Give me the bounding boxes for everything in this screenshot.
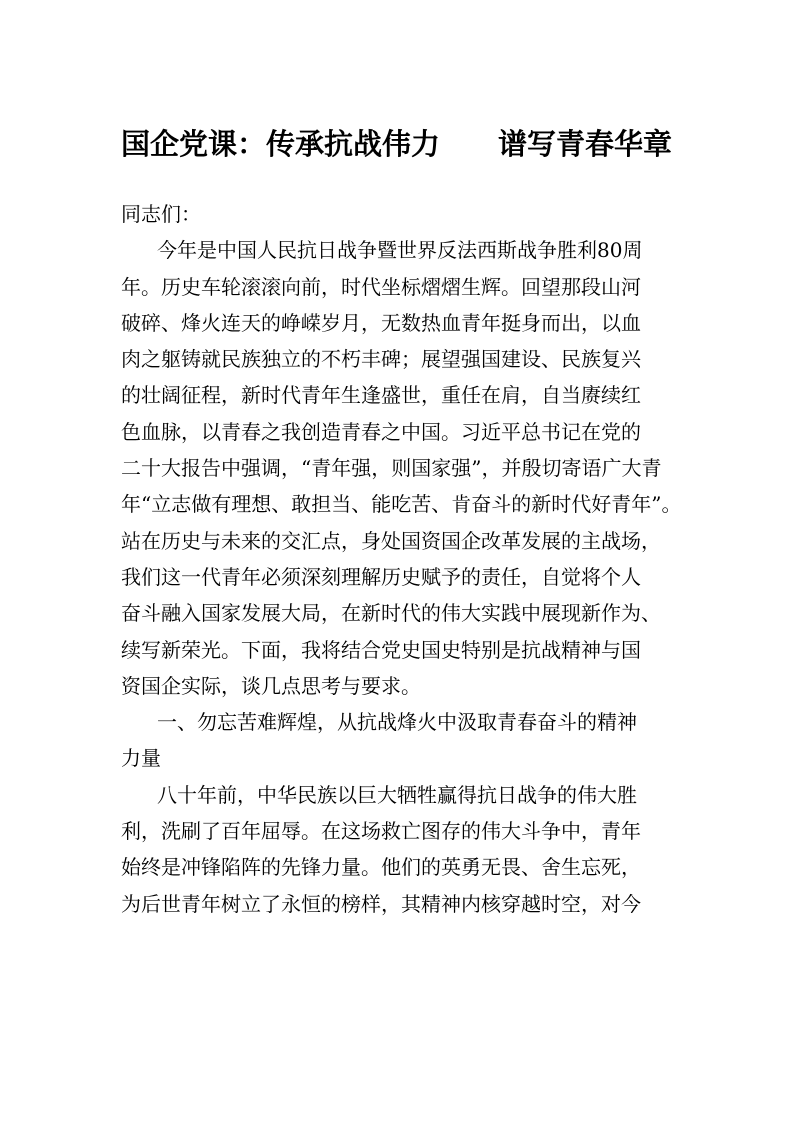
text-line: 年“立志做有理想、敢担当、能吃苦、肯奋斗的新时代好青年”。 [121, 492, 682, 517]
document-body [121, 196, 681, 922]
text-line: 二十大报告中强调，“青年强，则国家强”，并殷切寄语广大青 [121, 456, 662, 481]
salutation [121, 196, 681, 232]
text-line: 续写新荣光。下面，我将结合党史国史特别是抗战精神与国 [121, 637, 641, 662]
text-line: 我们这一代青年必须深刻理解历史赋予的责任，自觉将个人 [121, 564, 641, 589]
text-line: 为后世青年树立了永恒的榜样，其精神内核穿越时空，对今 [121, 891, 641, 916]
text-line: 八十年前，中华民族以巨大牺牲赢得抗日战争的伟大胜 [157, 782, 637, 807]
text-line: 力量 [121, 746, 161, 771]
text-line: 年。历史车轮滚滚向前，时代坐标熠熠生辉。回望那段山河 [121, 274, 641, 299]
text-line: 始终是冲锋陷阵的先锋力量。他们的英勇无畏、舍生忘死， [121, 855, 641, 880]
text-line: 资国企实际，谈几点思考与要求。 [121, 673, 421, 698]
text-line: 肉之躯铸就民族独立的不朽丰碑；展望强国建设、民族复兴 [121, 347, 641, 372]
paragraph-intro [121, 232, 681, 704]
section-heading-1 [121, 704, 681, 777]
text-line: 奋斗融入国家发展大局，在新时代的伟大实践中展现新作为、 [121, 601, 661, 626]
text-line: 一、勿忘苦难辉煌，从抗战烽火中汲取青春奋斗的精神 [157, 710, 637, 735]
text-line: 破碎、烽火连天的峥嵘岁月，无数热血青年挺身而出，以血 [121, 310, 641, 335]
text-line: 色血脉，以青春之我创造青春之中国。习近平总书记在党的 [121, 419, 641, 444]
text-line: 的壮阔征程，新时代青年生逢盛世，重任在肩，自当赓续红 [121, 383, 641, 408]
text-line: 利，洗刷了百年屈辱。在这场救亡图存的伟大斗争中，青年 [121, 819, 641, 844]
text-line: 同志们： [121, 202, 201, 226]
text-line: 今年是中国人民抗日战争暨世界反法西斯战争胜利80周 [157, 238, 643, 263]
document-title: 国企党课：传承抗战伟力 谱写青春华章 [120, 127, 672, 161]
text-line: 站在历史与未来的交汇点，身处国资国企改革发展的主战场， [121, 528, 661, 553]
paragraph-section-1 [121, 777, 681, 922]
